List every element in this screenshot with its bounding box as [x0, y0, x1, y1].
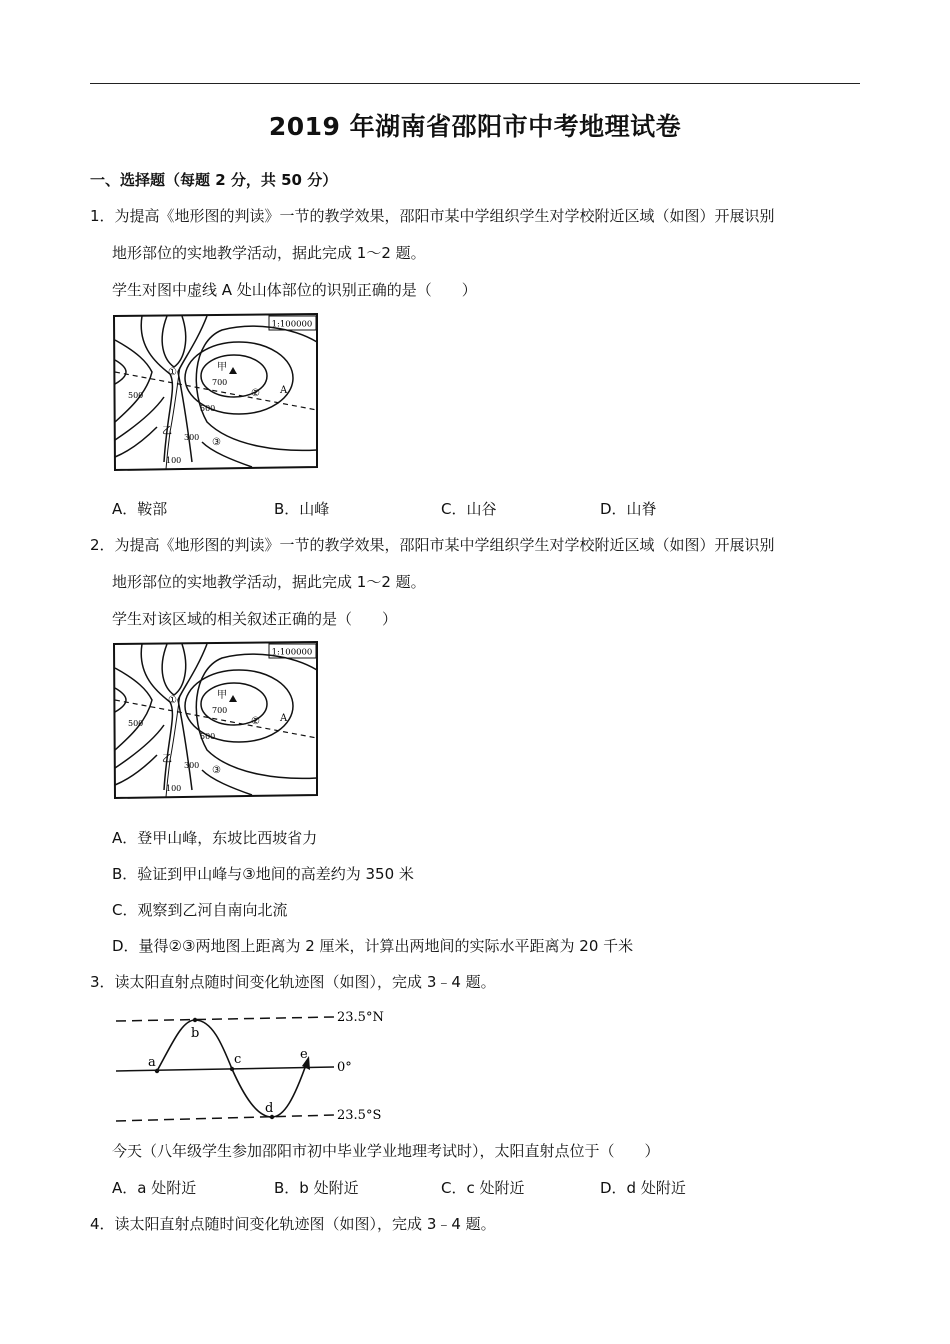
section-heading: 一、选择题（每题 2 分，共 50 分） [90, 171, 338, 189]
map-label-500b: 500 [200, 732, 216, 741]
q1-option-a[interactable]: A．鞍部 [112, 500, 168, 518]
q1-stem-line1: 1．为提高《地形图的判读》一节的教学效果，邵阳市某中学组织学生对学校附近区域（如图）开展识别 [90, 207, 775, 225]
q3-question: 今天（八年级学生参加邵阳市初中毕业学业地理考试时），太阳直射点位于（ ） [112, 1142, 660, 1160]
map-scale: 1:100000 [271, 319, 313, 330]
map-point-2: ② [251, 388, 260, 399]
q1-question: 学生对图中虚线 A 处山体部位的识别正确的是（ ） [112, 281, 477, 299]
map-label-500a: 500 [128, 719, 144, 728]
q4-stem: 4．读太阳直射点随时间变化轨迹图（如图），完成 3﹣4 题。 [90, 1215, 496, 1233]
q1-option-b[interactable]: B．山峰 [274, 500, 330, 518]
q2-stem-line1: 2．为提高《地形图的判读》一节的教学效果，邵阳市某中学组织学生对学校附近区域（如图）开展识别 [90, 536, 775, 554]
sun-label-equator: 0° [337, 1060, 352, 1075]
map-point-3: ③ [212, 765, 221, 776]
map-point-1: ① [168, 695, 177, 706]
q2-stem-line2: 地形部位的实地教学活动，据此完成 1～2 题。 [112, 573, 426, 591]
sun-point-a: a [148, 1055, 156, 1070]
map-label-500a: 500 [128, 391, 144, 400]
sun-point-d: d [265, 1101, 274, 1116]
q3-option-b[interactable]: B．b 处附近 [274, 1179, 359, 1197]
map-peak-label: 甲 [217, 690, 227, 701]
sun-point-e: e [300, 1047, 308, 1062]
sun-point-b: b [191, 1026, 200, 1041]
map-label-300: 300 [184, 433, 200, 442]
q3-option-c[interactable]: C．c 处附近 [441, 1179, 525, 1197]
q2-option-a[interactable]: A．登甲山峰，东坡比西坡省力 [112, 829, 318, 847]
map-label-500b: 500 [200, 404, 216, 413]
page-title: 2019 年湖南省邵阳市中考地理试卷 [268, 112, 682, 141]
map-label-300: 300 [184, 761, 200, 770]
map-label-100: 100 [166, 784, 182, 793]
map-label-700: 700 [212, 706, 228, 715]
q1-stem-line2: 地形部位的实地教学活动，据此完成 1～2 题。 [112, 244, 426, 262]
map-label-a: A [280, 713, 288, 724]
q1-option-d[interactable]: D．山脊 [600, 500, 657, 518]
q3-option-a[interactable]: A．a 处附近 [112, 1179, 197, 1197]
map-label-700: 700 [212, 378, 228, 387]
q2-contour-map [112, 640, 320, 800]
map-peak-label: 甲 [217, 362, 227, 373]
q1-contour-map [112, 312, 320, 472]
q2-option-b[interactable]: B．验证到甲山峰与③地间的高差约为 350 米 [112, 865, 414, 883]
q2-question: 学生对该区域的相关叙述正确的是（ ） [112, 610, 398, 628]
map-scale: 1:100000 [271, 647, 313, 658]
sun-path-diagram [112, 1004, 402, 1129]
sun-label-south: 23.5°S [337, 1108, 382, 1123]
q3-stem: 3．读太阳直射点随时间变化轨迹图（如图），完成 3﹣4 题。 [90, 973, 496, 991]
header-rule [90, 83, 860, 84]
map-river-label: 乙 [162, 754, 172, 765]
q3-option-d[interactable]: D．d 处附近 [600, 1179, 686, 1197]
map-point-1: ① [168, 367, 177, 378]
sun-label-north: 23.5°N [337, 1010, 384, 1025]
q1-option-c[interactable]: C．山谷 [441, 500, 497, 518]
sun-point-c: c [234, 1052, 242, 1067]
map-point-2: ② [251, 716, 260, 727]
q2-option-d[interactable]: D．量得②③两地图上距离为 2 厘米，计算出两地间的实际水平距离为 20 千米 [112, 937, 634, 955]
map-label-a: A [280, 385, 288, 396]
map-river-label: 乙 [162, 426, 172, 437]
map-point-3: ③ [212, 437, 221, 448]
map-label-100: 100 [166, 456, 182, 465]
q2-option-c[interactable]: C．观察到乙河自南向北流 [112, 901, 288, 919]
